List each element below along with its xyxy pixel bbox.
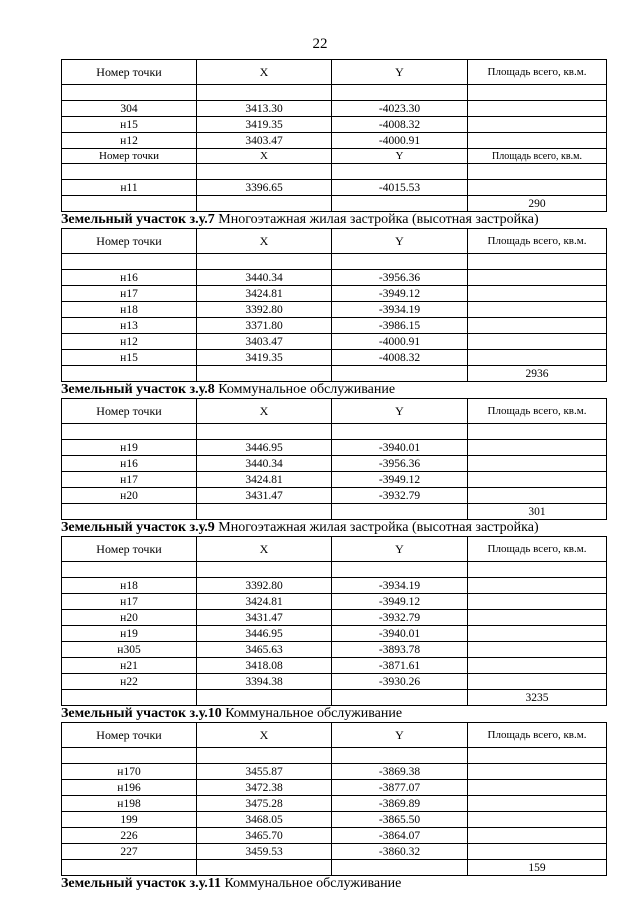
cell-y: -3986.15	[332, 318, 468, 334]
cell-area-empty	[468, 334, 607, 350]
plot-heading-title: Земельный участок з.у.9	[61, 520, 215, 535]
area-row	[62, 366, 607, 382]
plot-heading-title: Земельный участок з.у.11	[61, 876, 221, 891]
header-x: X	[197, 399, 332, 424]
table-header-row	[62, 149, 607, 164]
area-row	[62, 504, 607, 520]
cell-point-number: н196	[62, 780, 197, 796]
cell-area-empty	[468, 180, 607, 196]
cell-point-number: н18	[62, 302, 197, 318]
cell-y: -3934.19	[332, 302, 468, 318]
spacer-row	[62, 424, 607, 440]
table-row	[62, 488, 607, 504]
table-row	[62, 674, 607, 690]
cell-y: -3949.12	[332, 472, 468, 488]
cell-point-number: н19	[62, 626, 197, 642]
cell-empty	[332, 164, 468, 180]
cell-x: 3475.28	[197, 796, 332, 812]
cell-y: -3877.07	[332, 780, 468, 796]
cell-area-empty	[468, 318, 607, 334]
cell-y: -3864.07	[332, 828, 468, 844]
cell-empty	[468, 254, 607, 270]
plot-heading	[61, 706, 606, 722]
table-header-row	[62, 399, 607, 424]
cell-empty	[332, 690, 468, 706]
cell-empty	[62, 562, 197, 578]
cell-x: 3431.47	[197, 488, 332, 504]
header-x: X	[197, 537, 332, 562]
cell-y: -3869.89	[332, 796, 468, 812]
cell-point-number: 199	[62, 812, 197, 828]
cell-empty	[332, 748, 468, 764]
table-header-row	[62, 60, 607, 85]
cell-empty	[197, 562, 332, 578]
cell-empty	[197, 366, 332, 382]
plot-heading	[61, 212, 606, 228]
cell-x: 3392.80	[197, 578, 332, 594]
table-row	[62, 796, 607, 812]
cell-empty	[468, 164, 607, 180]
cell-y: -4008.32	[332, 350, 468, 366]
cell-point-number: н17	[62, 472, 197, 488]
spacer-row	[62, 748, 607, 764]
spacer-row	[62, 562, 607, 578]
header-point-number: Номер точки	[62, 537, 197, 562]
cell-point-number: н16	[62, 456, 197, 472]
table-row	[62, 286, 607, 302]
cell-x: 3440.34	[197, 456, 332, 472]
cell-area-empty	[468, 828, 607, 844]
cell-point-number: н15	[62, 350, 197, 366]
cell-empty	[62, 690, 197, 706]
cell-point-number: н19	[62, 440, 197, 456]
cell-x: 3440.34	[197, 270, 332, 286]
cell-y: -3869.38	[332, 764, 468, 780]
cell-empty	[197, 748, 332, 764]
cell-point-number: н17	[62, 286, 197, 302]
header-area-total: Площадь всего, кв.м.	[468, 229, 607, 254]
area-row	[62, 196, 607, 212]
cell-x: 3459.53	[197, 844, 332, 860]
cell-x: 3468.05	[197, 812, 332, 828]
plot-heading-title: Земельный участок з.у.7	[61, 212, 215, 227]
table-row	[62, 610, 607, 626]
plot-heading-title: Земельный участок з.у.10	[61, 706, 222, 721]
cell-y: -3865.50	[332, 812, 468, 828]
table-row	[62, 578, 607, 594]
table-row	[62, 318, 607, 334]
cell-empty	[468, 748, 607, 764]
plot-heading-use: Коммунальное обслуживание	[221, 706, 403, 721]
cell-point-number: н13	[62, 318, 197, 334]
cell-y: -3949.12	[332, 286, 468, 302]
cell-point-number: н22	[62, 674, 197, 690]
cell-area-empty	[468, 440, 607, 456]
header-y: Y	[332, 723, 468, 748]
header-x: X	[197, 229, 332, 254]
plot-heading	[61, 520, 606, 536]
cell-x: 3431.47	[197, 610, 332, 626]
cell-area-total: 3235	[468, 690, 607, 706]
cell-x: 3446.95	[197, 626, 332, 642]
cell-y: -4008.32	[332, 117, 468, 133]
table-row	[62, 456, 607, 472]
cell-empty	[62, 164, 197, 180]
cell-area-empty	[468, 674, 607, 690]
cell-area-empty	[468, 117, 607, 133]
cell-area-empty	[468, 780, 607, 796]
cell-area-empty	[468, 488, 607, 504]
table-row	[62, 350, 607, 366]
cell-x: 3419.35	[197, 350, 332, 366]
table-row	[62, 180, 607, 196]
cell-y: -3871.61	[332, 658, 468, 674]
cell-point-number: н12	[62, 334, 197, 350]
cell-point-number: н170	[62, 764, 197, 780]
cell-area-empty	[468, 594, 607, 610]
cell-point-number: н20	[62, 610, 197, 626]
cell-empty	[332, 562, 468, 578]
cell-empty	[332, 254, 468, 270]
cell-point-number: н15	[62, 117, 197, 133]
table-row	[62, 270, 607, 286]
cell-y: -3934.19	[332, 578, 468, 594]
cell-x: 3472.38	[197, 780, 332, 796]
cell-area-empty	[468, 350, 607, 366]
cell-x: 3455.87	[197, 764, 332, 780]
cell-area-empty	[468, 610, 607, 626]
cell-area-empty	[468, 101, 607, 117]
cell-y: -3932.79	[332, 488, 468, 504]
cell-area-empty	[468, 626, 607, 642]
cell-empty	[332, 860, 468, 876]
header-y: Y	[332, 537, 468, 562]
cell-x: 3371.80	[197, 318, 332, 334]
coordinates-table	[61, 722, 607, 876]
cell-y: -3956.36	[332, 270, 468, 286]
cell-empty	[197, 504, 332, 520]
cell-x: 3424.81	[197, 594, 332, 610]
cell-area-empty	[468, 764, 607, 780]
plot-heading-title: Земельный участок з.у.8	[61, 382, 215, 397]
header-area-total: Площадь всего, кв.м.	[468, 723, 607, 748]
cell-x: 3418.08	[197, 658, 332, 674]
cell-y: -3956.36	[332, 456, 468, 472]
cell-point-number: н18	[62, 578, 197, 594]
header-x: X	[197, 723, 332, 748]
table-row	[62, 472, 607, 488]
coordinates-table	[61, 59, 607, 212]
header-area-total: Площадь всего, кв.м.	[468, 60, 607, 85]
cell-empty	[62, 424, 197, 440]
plot-heading-use: Коммунальное обслуживание	[221, 876, 402, 891]
plot-heading-use: Многоэтажная жилая застройка (высотная застройка)	[214, 520, 539, 535]
cell-empty	[62, 504, 197, 520]
cell-area-empty	[468, 642, 607, 658]
cell-empty	[62, 85, 197, 101]
cell-point-number: н21	[62, 658, 197, 674]
coordinates-table	[61, 398, 607, 520]
spacer-row	[62, 164, 607, 180]
cell-y: -3930.26	[332, 674, 468, 690]
cell-y: -3932.79	[332, 610, 468, 626]
cell-x: 3413.30	[197, 101, 332, 117]
header-y: Y	[332, 60, 468, 85]
cell-empty	[62, 860, 197, 876]
cell-x: 3446.95	[197, 440, 332, 456]
table-row	[62, 594, 607, 610]
cell-empty	[197, 690, 332, 706]
cell-y: -3940.01	[332, 440, 468, 456]
document-content	[61, 59, 606, 892]
header-y: Y	[332, 229, 468, 254]
cell-area-empty	[468, 812, 607, 828]
table-row	[62, 626, 607, 642]
cell-area-total: 2936	[468, 366, 607, 382]
area-row	[62, 860, 607, 876]
header-x: X	[197, 149, 332, 164]
table-row	[62, 302, 607, 318]
cell-point-number: н305	[62, 642, 197, 658]
header-point-number: Номер точки	[62, 399, 197, 424]
cell-empty	[62, 748, 197, 764]
header-y: Y	[332, 149, 468, 164]
cell-area-empty	[468, 658, 607, 674]
cell-area-empty	[468, 796, 607, 812]
table-row	[62, 334, 607, 350]
table-row	[62, 812, 607, 828]
cell-area-total: 301	[468, 504, 607, 520]
cell-x: 3419.35	[197, 117, 332, 133]
header-area-total: Площадь всего, кв.м.	[468, 399, 607, 424]
cell-empty	[468, 562, 607, 578]
area-row	[62, 690, 607, 706]
cell-area-empty	[468, 286, 607, 302]
table-row	[62, 764, 607, 780]
table-header-row	[62, 537, 607, 562]
cell-y: -4000.91	[332, 133, 468, 149]
table-row	[62, 101, 607, 117]
cell-empty	[468, 424, 607, 440]
cell-empty	[197, 196, 332, 212]
cell-point-number: н16	[62, 270, 197, 286]
table-header-row	[62, 229, 607, 254]
cell-y: -4000.91	[332, 334, 468, 350]
header-point-number: Номер точки	[62, 723, 197, 748]
cell-point-number: 304	[62, 101, 197, 117]
cell-point-number: н17	[62, 594, 197, 610]
cell-x: 3465.63	[197, 642, 332, 658]
cell-y: -4023.30	[332, 101, 468, 117]
header-x: X	[197, 60, 332, 85]
plot-heading	[61, 382, 606, 398]
cell-x: 3392.80	[197, 302, 332, 318]
cell-area-empty	[468, 456, 607, 472]
cell-empty	[332, 196, 468, 212]
cell-area-total: 159	[468, 860, 607, 876]
header-y: Y	[332, 399, 468, 424]
cell-x: 3403.47	[197, 133, 332, 149]
table-row	[62, 117, 607, 133]
plot-heading-use: Коммунальное обслуживание	[214, 382, 396, 397]
cell-area-total: 290	[468, 196, 607, 212]
cell-x: 3403.47	[197, 334, 332, 350]
cell-empty	[62, 254, 197, 270]
table-row	[62, 658, 607, 674]
cell-empty	[332, 504, 468, 520]
cell-empty	[332, 366, 468, 382]
cell-empty	[332, 424, 468, 440]
cell-point-number: н20	[62, 488, 197, 504]
table-row	[62, 642, 607, 658]
cell-y: -3940.01	[332, 626, 468, 642]
cell-x: 3394.38	[197, 674, 332, 690]
header-area-total: Площадь всего, кв.м.	[468, 149, 607, 164]
header-area-total: Площадь всего, кв.м.	[468, 537, 607, 562]
cell-empty	[468, 85, 607, 101]
header-point-number: Номер точки	[62, 149, 197, 164]
table-row	[62, 780, 607, 796]
spacer-row	[62, 85, 607, 101]
coordinates-table	[61, 536, 607, 706]
cell-area-empty	[468, 270, 607, 286]
cell-empty	[197, 424, 332, 440]
cell-empty	[197, 254, 332, 270]
page-number: 22	[312, 36, 328, 52]
cell-x: 3424.81	[197, 472, 332, 488]
spacer-row	[62, 254, 607, 270]
cell-area-empty	[468, 133, 607, 149]
cell-empty	[62, 196, 197, 212]
cell-empty	[62, 366, 197, 382]
cell-x: 3424.81	[197, 286, 332, 302]
cell-empty	[332, 85, 468, 101]
table-header-row	[62, 723, 607, 748]
cell-area-empty	[468, 472, 607, 488]
cell-area-empty	[468, 578, 607, 594]
cell-point-number: 227	[62, 844, 197, 860]
cell-point-number: 226	[62, 828, 197, 844]
cell-empty	[197, 164, 332, 180]
cell-point-number: н12	[62, 133, 197, 149]
cell-y: -4015.53	[332, 180, 468, 196]
cell-area-empty	[468, 302, 607, 318]
header-point-number: Номер точки	[62, 60, 197, 85]
cell-x: 3465.70	[197, 828, 332, 844]
plot-heading	[61, 876, 606, 892]
table-row	[62, 133, 607, 149]
cell-point-number: н198	[62, 796, 197, 812]
cell-empty	[197, 85, 332, 101]
cell-empty	[197, 860, 332, 876]
table-row	[62, 440, 607, 456]
cell-x: 3396.65	[197, 180, 332, 196]
cell-y: -3949.12	[332, 594, 468, 610]
cell-area-empty	[468, 844, 607, 860]
header-point-number: Номер точки	[62, 229, 197, 254]
table-row	[62, 828, 607, 844]
table-row	[62, 844, 607, 860]
cell-y: -3860.32	[332, 844, 468, 860]
cell-point-number: н11	[62, 180, 197, 196]
coordinates-table	[61, 228, 607, 382]
cell-y: -3893.78	[332, 642, 468, 658]
plot-heading-use: Многоэтажная жилая застройка (высотная застройка)	[214, 212, 539, 227]
